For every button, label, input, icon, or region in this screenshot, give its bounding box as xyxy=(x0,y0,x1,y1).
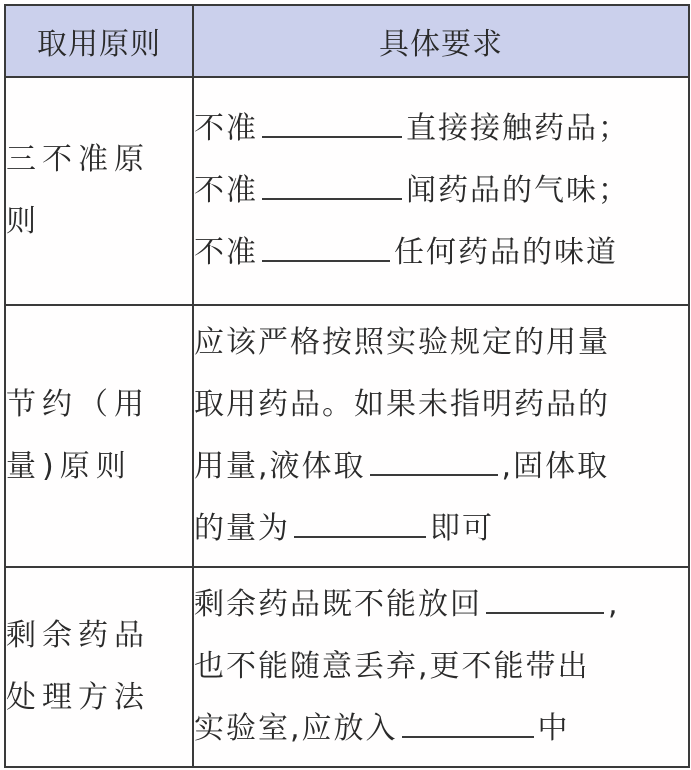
table-row xyxy=(5,305,689,567)
line-text-before: 不准 xyxy=(194,235,258,270)
content-line xyxy=(194,98,688,160)
table-header-row xyxy=(5,5,689,77)
line-text-after: ,固体取 xyxy=(501,449,610,484)
row-content-leftover-handling xyxy=(193,567,689,767)
content-line xyxy=(194,698,688,760)
line-text-after: 任何药品的味道 xyxy=(394,235,618,270)
content-line: 应该严格按照实验规定的用量 xyxy=(194,325,610,360)
line-text-before: 不准 xyxy=(194,111,258,146)
fill-in-blank[interactable] xyxy=(402,710,534,738)
content-line xyxy=(194,436,688,498)
header-requirements: 具体要求 xyxy=(193,5,689,77)
fill-in-blank[interactable] xyxy=(262,110,402,138)
line-text-after: 中 xyxy=(537,711,570,746)
row-label-line: 则 xyxy=(6,204,42,239)
line-text-before: 不准 xyxy=(194,173,258,208)
row-label-line: 量)原则 xyxy=(6,449,132,484)
row-label-leftover-handling xyxy=(5,567,193,767)
row-label-economy xyxy=(5,305,193,567)
content-line: 取用药品。如果未指明药品的 xyxy=(194,387,610,422)
content-line xyxy=(194,222,688,284)
content-line xyxy=(194,574,688,636)
row-label-three-prohibitions xyxy=(5,77,193,305)
row-label-line: 剩余药品 xyxy=(6,618,150,653)
table-row xyxy=(5,567,689,767)
row-label-line: 三不准原 xyxy=(6,142,150,177)
row-label-line: 处理方法 xyxy=(6,680,150,715)
fill-in-blank[interactable] xyxy=(486,586,604,614)
line-text-after: 闻药品的气味； xyxy=(406,173,630,208)
row-label-line: 节约（用 xyxy=(6,387,150,422)
line-text-after: 即可 xyxy=(430,511,494,546)
fill-in-blank[interactable] xyxy=(262,172,402,200)
content-line xyxy=(194,498,688,560)
row-content-three-prohibitions xyxy=(193,77,689,305)
header-principle: 取用原则 xyxy=(5,5,193,77)
content-line xyxy=(194,160,688,222)
line-text-before: 用量,液体取 xyxy=(194,449,366,484)
fill-in-blank[interactable] xyxy=(262,234,390,262)
row-content-economy xyxy=(193,305,689,567)
line-text-before: 剩余药品既不能放回 xyxy=(194,587,482,622)
line-text-before: 实验室,应放入 xyxy=(194,711,398,746)
line-text-after: , xyxy=(608,587,620,622)
content-line: 也不能随意丢弃,更不能带出 xyxy=(194,649,590,684)
fill-in-blank[interactable] xyxy=(370,448,498,476)
fill-in-blank[interactable] xyxy=(294,510,426,538)
table-row xyxy=(5,77,689,305)
line-text-before: 的量为 xyxy=(194,511,290,546)
line-text-after: 直接接触药品； xyxy=(406,111,630,146)
reagent-rules-table xyxy=(4,4,690,768)
